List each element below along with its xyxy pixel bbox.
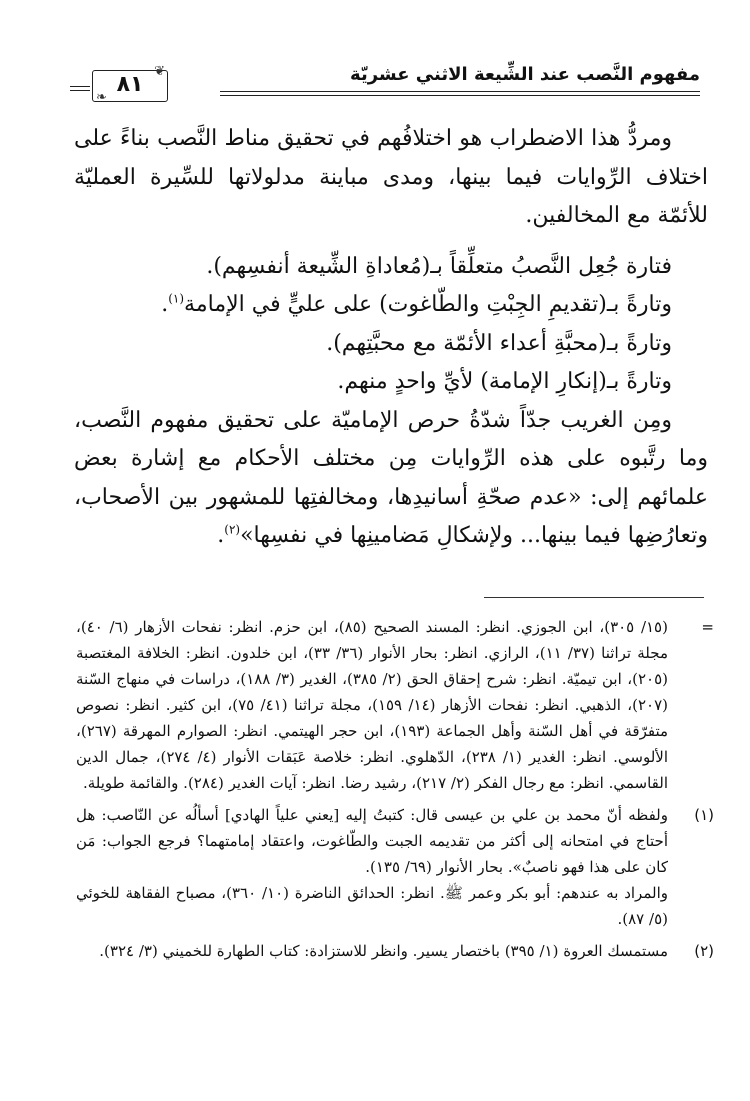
main-text: [74, 120, 708, 556]
footnote-2: [76, 938, 714, 964]
paragraph-1: ومردُّ هذا الاضطراب هو اختلافُهم في تحقيق مناط النَّصب بناءً على اختلاف الرِّوايات فيما بينها، ومدى مباينة مدلولاتها للسِّيرة العمليّة للأئمّة مع المخالفين.: [74, 126, 708, 228]
footnote-1-number: (١): [694, 806, 714, 824]
page-number-frame: [92, 64, 168, 105]
list-line-2-text: وتارةً بـ(تقديمِ الجِبْتِ والطّاغوت) على عليٍّ في الإمامة: [184, 292, 672, 317]
list-line-4: وتارةً بـ(إنكارِ الإمامة) لأيِّ واحدٍ منهم.: [337, 369, 672, 394]
paragraph-2-text: ومِن الغريب جدّاً شدّةُ حرص الإماميّة على تحقيق مفهوم النَّصب، وما رتَّبوه على هذه الرِّوايات مِن مختلف الأحكام مع إشارة بعض علمائهم إلى: «عدم صحّةِ أسانيدِها، ومخالفتِها للمشهور بين الأصحاب، وتعارُضِها فيما بينها... ولإشكالِ مَضامينِها في نفسِها»: [74, 407, 708, 548]
list-line-2-end: .: [161, 292, 169, 317]
paragraph-2: [74, 402, 708, 556]
list-line-1: فتارة جُعِل النَّصبُ متعلِّقاً بـ(مُعاداةِ الشِّيعة أنفسِهم).: [206, 253, 672, 279]
footnote-1: [76, 802, 714, 932]
footnotes: [76, 614, 714, 964]
footnote-1-text-2: والمراد به عندهم: أبو بكر وعمر ﷺ. انظر: الحدائق الناضرة (١٠/ ٣٦٠)، مصباح الفقاهة للخوئي (٥/ ٨٧).: [76, 884, 668, 928]
footnote-continuation: [76, 614, 714, 796]
running-header: [70, 58, 700, 105]
list-line-3: وتارةً بـ(محبَّةِ أعداء الأئمّة مع محبَّتِهم).: [326, 330, 672, 356]
footnote-ref-1[interactable]: (١): [168, 291, 185, 306]
footnote-ref-2[interactable]: (٢): [224, 522, 241, 537]
running-title: مفهوم النَّصب عند الشِّيعة الاثني عشريّة: [350, 64, 700, 85]
header-rule-left: [70, 86, 90, 87]
header-rule-double: [220, 95, 700, 96]
flourish-icon: ❧: [96, 90, 107, 105]
flourish-icon: ❦: [154, 64, 165, 79]
header-rule: [220, 91, 700, 92]
list-line-2: [74, 286, 708, 325]
footnote-2-number: (٢): [694, 942, 714, 960]
footnote-continuation-text: (١٥/ ٣٠٥)، ابن الجوزي. انظر: المسند الصحيح (٨٥)، ابن حزم. انظر: نفحات الأزهار (٦/ ٤٠)، مجلة تراثنا (٣٧/ ١١)، الرازي. انظر: بحار الأنوار (٣٦/ ٣٣)، ابن خلدون. انظر: الخلافة المغتصبة (٢٠٥)، ابن تيميّة. انظر: شرح إحقاق الحق (٢/ ٣٨٥)، الغدير (٣/ ١٨٨)، دراسات في منهاج السّنة (٢٠٧)، الذهبي. انظر: نفحات الأزهار (١٤/ ١٥٩)، مجلة تراثنا (٤١/ ٧٥)، ابن كثير. انظر: نصوص متفرّقة في أهل السّنة وأهل الجماعة (١٩٣)، ابن حجر الهيتمي. انظر: الصوارم المهرقة (٢٦٧)، الألوسي. انظر: الغدير (١/ ٢٣٨)، الدّهلوي. انظر: خلاصة عَبَقات الأنوار (٤/ ٢٧٤)، جمال الدين القاسمي. انظر: مع رجال الفكر (٢/ ٢١٧)، رشيد رضا. انظر: آيات الغدير (٢٨٤). والقائمة طويلة.: [76, 618, 669, 792]
footnote-1-text: ولفظه أنّ محمد بن علي بن عيسى قال: كتبتُ إليه [يعني علياً الهادي] أسألُه عن النّاصب: هل أحتاج في امتحانه إلى أكثر من تقديمه الجبت والطّاغوت، واعتقاد إمامتهما؟ فرجع الجواب: مَن كان على هذا فهو ناصبٌ». بحار الأنوار (٦٩/ ١٣٥).: [76, 806, 668, 876]
paragraph-2-end: .: [217, 523, 225, 548]
footnote-2-text: مستمسك العروة (١/ ٣٩٥) باختصار يسير. وانظر للاستزادة: كتاب الطهارة للخميني (٣/ ٣٢٤).: [99, 942, 668, 960]
header-rule-left-double: [70, 90, 90, 91]
continuation-marker: =: [701, 618, 714, 636]
page-number: ٨١: [116, 72, 144, 97]
footnote-separator: [484, 597, 704, 598]
